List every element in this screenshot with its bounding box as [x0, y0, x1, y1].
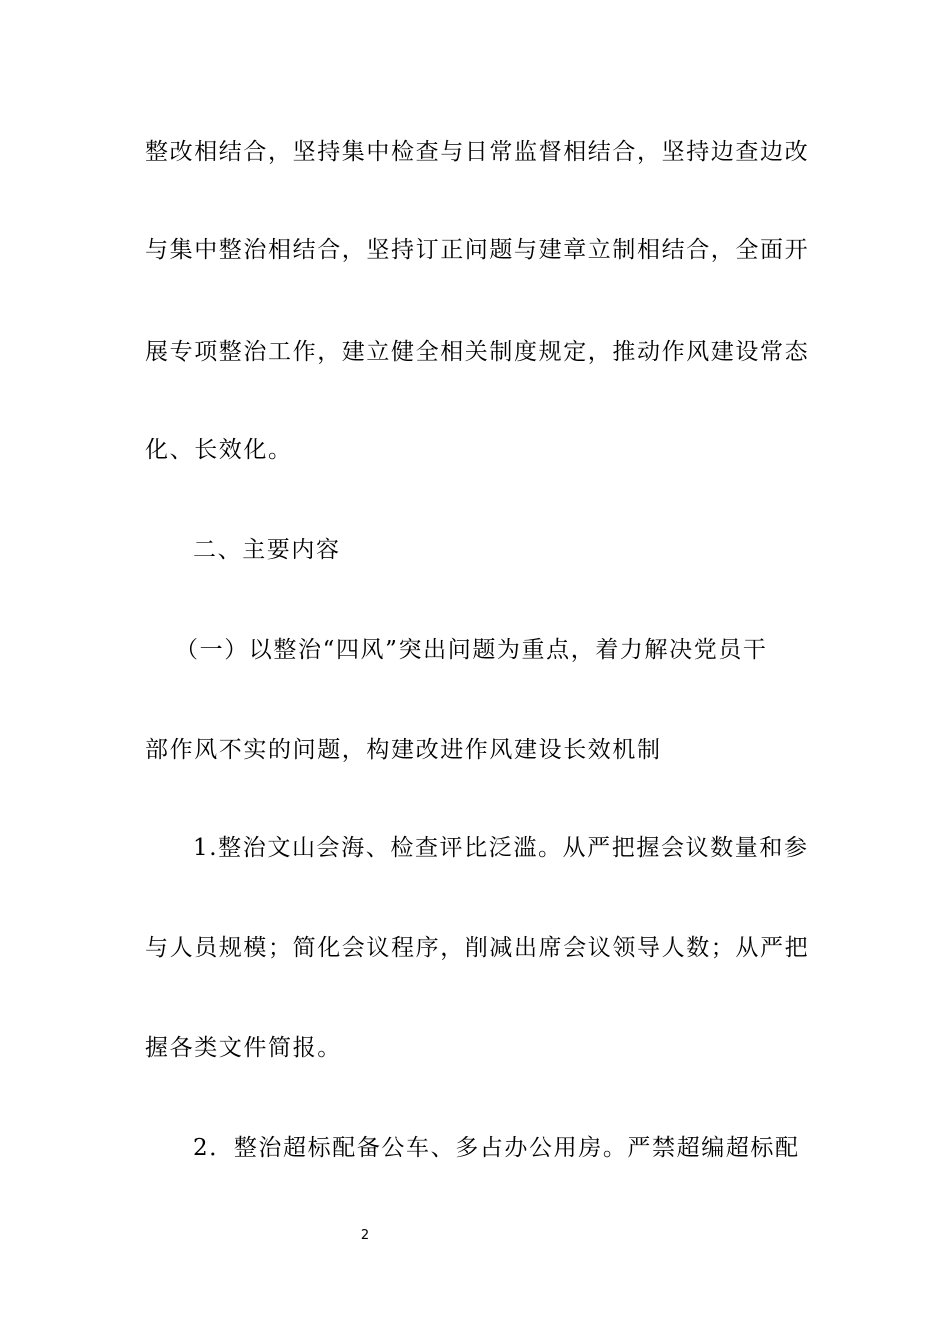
section-heading: 二、主要内容	[193, 537, 341, 563]
item-2-line-1: 2．整治超标配备公车、多占办公用房。严禁超编超标配	[193, 1135, 800, 1161]
item-1-line-1: 1.整治文山会海、检查评比泛滥。从严把握会议数量和参	[193, 835, 809, 861]
body-line-1: 整改相结合，坚持集中检查与日常监督相结合，坚持边查边改	[145, 139, 810, 165]
item-1-line-3: 握各类文件简报。	[145, 1035, 342, 1061]
subsection-heading: （一）以整治“四风”突出问题为重点，着力解决党员干	[175, 637, 768, 663]
body-line-2: 与集中整治相结合，坚持订正问题与建章立制相结合，全面开	[145, 237, 810, 263]
body-line-3: 展专项整治工作，建立健全相关制度规定，推动作风建设常态	[145, 339, 810, 365]
item-1-line-2: 与人员规模；简化会议程序，削减出席会议领导人数；从严把	[145, 935, 810, 961]
page-number: 2	[360, 1228, 370, 1243]
body-line-4: 化、长效化。	[145, 437, 293, 463]
body-line-7: 部作风不实的问题，构建改进作风建设长效机制	[145, 737, 662, 763]
